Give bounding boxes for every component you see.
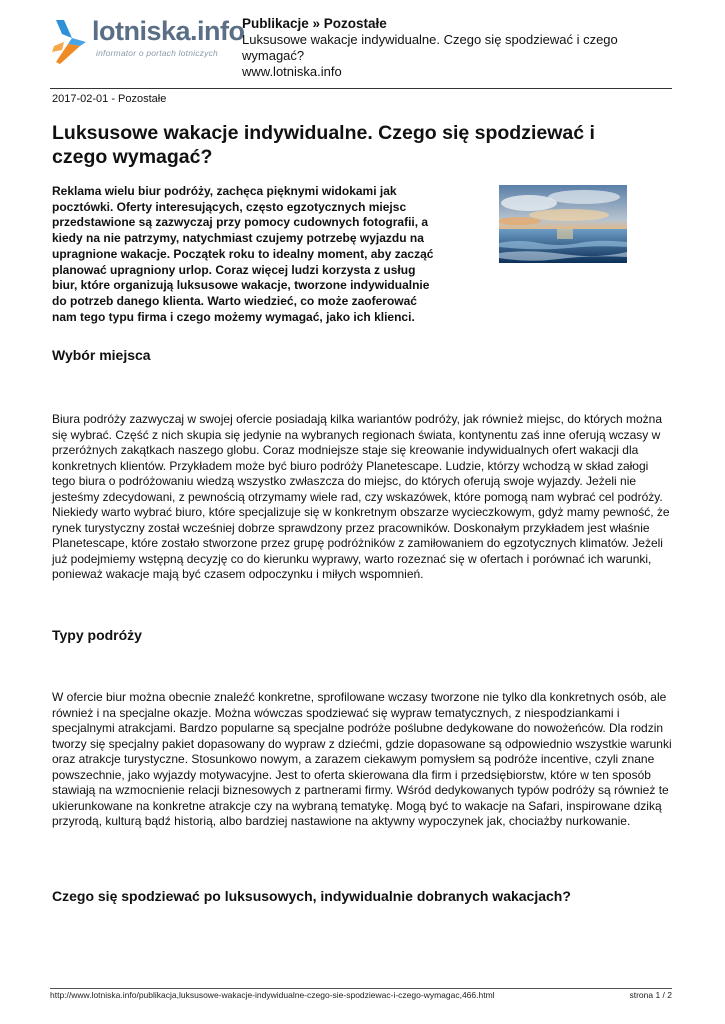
article-meta: 2017-02-01 - Pozostałe <box>52 93 167 105</box>
sea-sunset-photo <box>499 185 627 263</box>
header-site[interactable]: www.lotniska.info <box>242 64 342 79</box>
header-subtitle: Luksusowe wakacje indywidualne. Czego się spodziewać i czego wymagać? <box>242 32 618 63</box>
footer-url[interactable]: http://www.lotniska.info/publikacja,luksusowe-wakacje-indywidualne-czego-sie-spodziewac-i-czego-wymagac,466.html <box>50 990 495 1000</box>
article-image <box>499 185 627 263</box>
site-logo[interactable] <box>50 14 245 70</box>
logo-text: lotniska.info <box>92 16 245 46</box>
logo-tagline: informator o portach lotniczych <box>96 48 218 58</box>
page-number: strona 1 / 2 <box>629 990 672 1000</box>
section-heading: Wybór miejsca <box>52 347 151 363</box>
article-lead: Reklama wielu biur podróży, zachęca pięknymi widokami jak pocztówki. Oferty interesujących, często egzotycznych miejsc przedstawione są zazwyczaj przy pomocy cudownych fotografii, a kiedy na nie patrzymy, natychmiast czujemy potrzebę wyjazdu na upragnione wakacje. Początek roku to idealny moment, aby zacząć planować upragniony urlop. Coraz więcej ludzi korzysta z usług biur, które organizują luksusowe wakacje, tworzone indywidualnie do potrzeb danego klienta. Warto wiedzieć, co może zaoferować nam tego typu firma i czego możemy wymagać, jako ich klienci. <box>52 184 434 324</box>
section-heading: Typy podróży <box>52 627 142 643</box>
section-heading: Czego się spodziewać po luksusowych, indywidualnie dobranych wakacjach? <box>52 888 571 904</box>
section-text: W ofercie biur można obecnie znaleźć konkretne, sprofilowane wczasy tworzone nie tylko dla konkretnych osób, ale również i na specjalne okazje. Można wówczas spodziewać się wypraw tematycznych, z niespodziankami i specjalnymi atrakcjami. Bardzo popularne są specjalne podróże poślubne dedykowane do nowożeńców. Dla rodzin tworzy się specjalny pakiet dopasowany do wypraw z dziećmi, gdzie dopasowane są odpowiednio wszystkie warunki oraz atrakcje turystyczne. Stosunkowo nowym, a zarazem ciekawym pomysłem są podróże incentive, czyli znane powszechnie, jako wyjazdy motywacyjne. Jest to oferta skierowana dla firm i przedsiębiorstw, które w ten sposób stawiają na wzmocnienie relacji biznesowych z partnerami firmy. Wśród dedykowanych typów podróży są również te ukierunkowane na konkretne atrakcje czy na wybraną tematykę. Mogą być to wakacje na Safari, inspirowane dziką przyrodą, kulturą bądź historią, albo bardziej nastawione na aktywny wypoczynek jak, chociażby nurkowanie. <box>52 690 672 828</box>
footer-divider <box>50 988 672 989</box>
breadcrumb[interactable]: Publikacje » Pozostałe <box>242 16 387 31</box>
plane-logo-icon <box>50 16 90 66</box>
page-title: Luksusowe wakacje indywidualne. Czego się spodziewać i czego wymagać? <box>52 122 595 168</box>
header-info <box>242 16 662 80</box>
header-divider <box>50 88 672 89</box>
section-text: Biura podróży zazwyczaj w swojej ofercie posiadają kilka wariantów podróży, jak również miejsc, do których można się wybrać. Część z nich skupia się jedynie na wybranych regionach świata, kontynentu zaś inne oferują wczasy w przeróżnych zakątkach naszego globu. Coraz modniejsze staje się kreowanie indywidualnych ofert wakacji dla konkretnych klientów. Przykładem może być biuro podróży Planetescape. Ludzie, którzy wchodzą w skład załogi tego biura o podróżowaniu wiedzą wszystko zwłaszcza do miejsc, do których oferują swoje wyjazdy. Jeżeli nie jesteśmy zdecydowani, z pewnością otrzymamy wiele rad, czy wskazówek, które pomogą nam wybrać cel podróży. Niekiedy warto wybrać biuro, które specjalizuje się w konkretnym obszarze wycieczkowym, gdyż mamy pewność, że rynek turystyczny został wcześniej dobrze sprawdzony przez pracowników. Doskonałym przykładem jest właśnie Planetescape, które zostało stworzone przez grupę podróżników z zamiłowaniem do egzotycznych klimatów. Jeżeli już podejmiemy wstępną decyzję co do kierunku wyprawy, warto rozeznać się w ofertach i porównać ich warunki, ponieważ wakacje mają być czasem odpoczynku i miłych wspomnień. <box>52 412 670 581</box>
